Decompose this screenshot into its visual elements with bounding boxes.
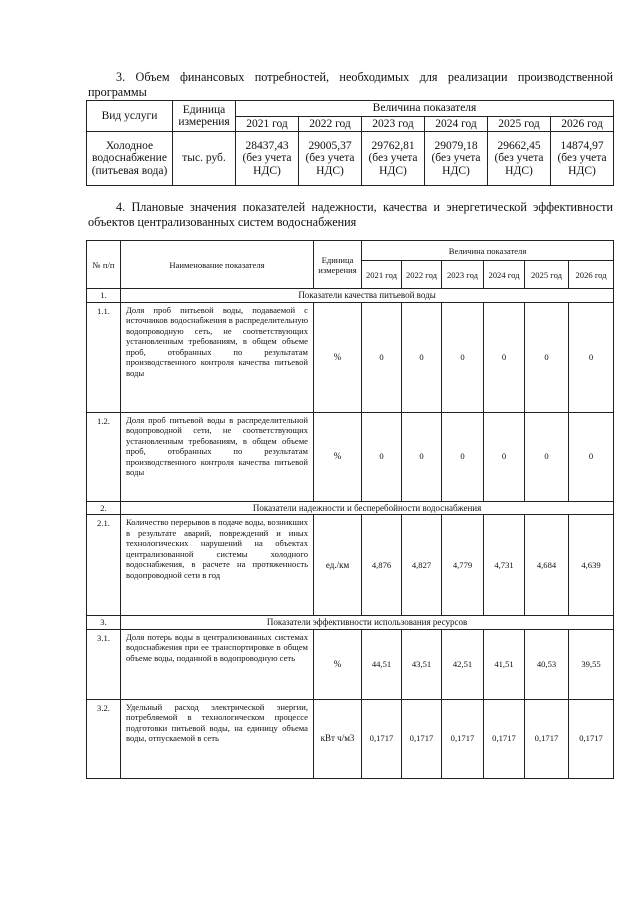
year-header: 2024 год <box>425 116 488 132</box>
indicator-value: 4,779 <box>442 515 484 616</box>
unit-value: % <box>314 412 362 501</box>
indicator-value: 0 <box>362 302 402 412</box>
col-header-value: Величина показателя <box>236 101 614 117</box>
section-3-heading: 3. Объем финансовых потребностей, необходимых для реализации производственной программы <box>88 70 613 99</box>
vat-note: (без учета НДС) <box>242 152 292 177</box>
service-name: Холодное водоснабжение (питьевая вода) <box>87 132 173 186</box>
indicators-table <box>86 240 614 779</box>
indicator-value: 39,55 <box>569 629 614 699</box>
unit-value: % <box>314 302 362 412</box>
col-header-unit: Единица измерения <box>173 101 236 132</box>
indicator-value: 0,1717 <box>442 699 484 778</box>
year-header: 2021 год <box>362 261 402 289</box>
indicator-value: 0 <box>442 302 484 412</box>
amount: 14874,97 <box>560 139 604 152</box>
year-header: 2022 год <box>299 116 362 132</box>
amount: 28437,43 <box>245 139 289 152</box>
row-number: 3.2. <box>87 699 121 778</box>
indicator-value: 0,1717 <box>569 699 614 778</box>
indicator-value: 4,876 <box>362 515 402 616</box>
indicator-value: 0 <box>569 302 614 412</box>
indicator-value: 0 <box>525 302 569 412</box>
indicator-value: 0 <box>484 302 525 412</box>
year-header: 2021 год <box>236 116 299 132</box>
unit-value: ед./км <box>314 515 362 616</box>
group-number: 3. <box>87 616 121 630</box>
amount: 29079,18 <box>434 139 478 152</box>
indicator-name: Доля проб питьевой воды, подаваемой с источников водоснабжения в распределительную водопроводную сеть, не соответствующих установленным требованиям, в общем объеме проб, отобранных по результатам производственного контроля качества питьевой воды <box>121 302 314 412</box>
amount: 29762,81 <box>371 139 415 152</box>
year-header: 2024 год <box>484 261 525 289</box>
year-header: 2025 год <box>488 116 551 132</box>
unit-value: % <box>314 629 362 699</box>
indicator-value: 0 <box>442 412 484 501</box>
indicator-value: 0 <box>402 302 442 412</box>
indicator-value: 0,1717 <box>525 699 569 778</box>
group-number: 2. <box>87 501 121 515</box>
amount-cell <box>362 132 425 186</box>
indicator-name: Доля проб питьевой воды в распределительной водопроводной сети, не соответствующих установленным требованиям, в общем объеме проб, отобранных по результатам производственного контроля качества питьевой воды <box>121 412 314 501</box>
vat-note: (без учета НДС) <box>305 152 355 177</box>
indicator-value: 44,51 <box>362 629 402 699</box>
year-header: 2023 год <box>442 261 484 289</box>
amount-cell <box>299 132 362 186</box>
indicator-value: 0 <box>569 412 614 501</box>
indicator-name: Удельный расход электрической энергии, потребляемой в технологическом процессе подготовки питьевой воды, на единицу объема воды, отпускаемой в сеть <box>121 699 314 778</box>
year-header: 2023 год <box>362 116 425 132</box>
row-number: 3.1. <box>87 629 121 699</box>
indicator-value: 0 <box>402 412 442 501</box>
indicator-name: Доля потерь воды в централизованных системах водоснабжения при ее транспортировке в общем объеме воды, поданной в водопроводную сеть <box>121 629 314 699</box>
indicator-value: 4,827 <box>402 515 442 616</box>
amount-cell <box>551 132 614 186</box>
amount: 29662,45 <box>497 139 541 152</box>
year-header: 2026 год <box>551 116 614 132</box>
col-header-name: Наименование показателя <box>121 241 314 289</box>
indicator-value: 0,1717 <box>484 699 525 778</box>
indicator-value: 0 <box>362 412 402 501</box>
group-number: 1. <box>87 289 121 303</box>
year-header: 2025 год <box>525 261 569 289</box>
indicator-value: 4,731 <box>484 515 525 616</box>
amount-cell <box>236 132 299 186</box>
indicator-value: 42,51 <box>442 629 484 699</box>
indicator-value: 4,639 <box>569 515 614 616</box>
amount-cell <box>425 132 488 186</box>
vat-note: (без учета НДС) <box>557 152 607 177</box>
row-number: 2.1. <box>87 515 121 616</box>
unit-value: тыс. руб. <box>173 132 236 186</box>
amount-cell <box>488 132 551 186</box>
year-header: 2026 год <box>569 261 614 289</box>
vat-note: (без учета НДС) <box>431 152 481 177</box>
indicator-value: 0,1717 <box>402 699 442 778</box>
indicator-value: 0 <box>525 412 569 501</box>
section-4-heading: 4. Плановые значения показателей надежности, качества и энергетической эффективности объектов централизованных систем водоснабжения <box>88 200 613 229</box>
indicator-value: 0,1717 <box>362 699 402 778</box>
financial-needs-table <box>86 100 614 186</box>
amount: 29005,37 <box>308 139 352 152</box>
vat-note: (без учета НДС) <box>368 152 418 177</box>
indicator-value: 40,53 <box>525 629 569 699</box>
row-number: 1.2. <box>87 412 121 501</box>
col-header-num: № п/п <box>87 241 121 289</box>
indicator-value: 0 <box>484 412 525 501</box>
indicator-value: 41,51 <box>484 629 525 699</box>
group-title: Показатели качества питьевой воды <box>121 289 614 303</box>
group-title: Показатели надежности и бесперебойности водоснабжения <box>121 501 614 515</box>
vat-note: (без учета НДС) <box>494 152 544 177</box>
group-title: Показатели эффективности использования ресурсов <box>121 616 614 630</box>
indicator-name: Количество перерывов в подаче воды, возникших в результате аварий, повреждений и иных технологических нарушений на объектах централизованной системы холодного водоснабжения, в расчете на протяженность водопроводной сети в год <box>121 515 314 616</box>
unit-value: кВт ч/м3 <box>314 699 362 778</box>
year-header: 2022 год <box>402 261 442 289</box>
col-header-unit: Единица измерения <box>314 241 362 289</box>
indicator-value: 43,51 <box>402 629 442 699</box>
col-header-value: Величина показателя <box>362 241 614 261</box>
row-number: 1.1. <box>87 302 121 412</box>
indicator-value: 4,684 <box>525 515 569 616</box>
col-header-service: Вид услуги <box>87 101 173 132</box>
